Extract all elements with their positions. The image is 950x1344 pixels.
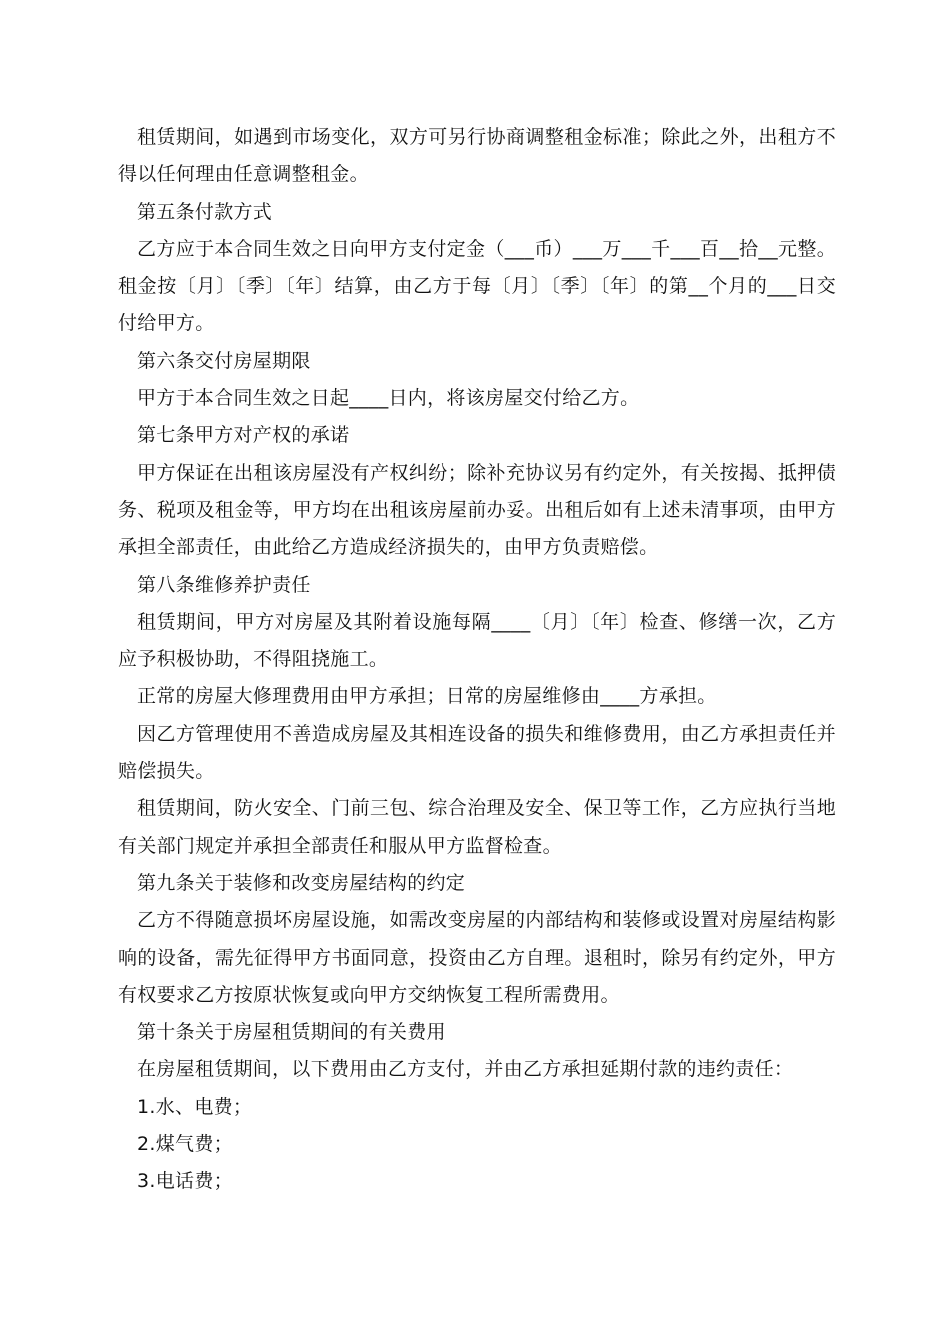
paragraph-payment: 乙方应于本合同生效之日向甲方支付定金（___币）___万___千___百__拾__元整。租金按〔月〕〔季〕〔年〕结算，由乙方于每〔月〕〔季〕〔年〕的第__个月的___日交付给甲方。 <box>118 237 836 335</box>
list-item-telephone: 3.电话费； <box>137 1170 233 1193</box>
paragraph-safety: 租赁期间，防火安全、门前三包、综合治理及安全、保卫等工作，乙方应执行当地有关部门规定并承担全部责任和服从甲方监督检查。 <box>118 797 836 857</box>
document-page <box>118 119 836 1201</box>
paragraph-major-repair: 正常的房屋大修理费用由甲方承担；日常的房屋维修由____方承担。 <box>137 685 717 708</box>
heading-article-7: 第七条甲方对产权的承诺 <box>137 424 350 447</box>
heading-article-10: 第十条关于房屋租赁期间的有关费用 <box>137 1021 446 1044</box>
list-item-water-electricity: 1.水、电费； <box>137 1095 253 1118</box>
paragraph-fees-intro: 在房屋租赁期间，以下费用由乙方支付，并由乙方承担延期付款的违约责任： <box>137 1058 794 1081</box>
heading-article-5: 第五条付款方式 <box>137 200 273 223</box>
paragraph-renovation: 乙方不得随意损坏房屋设施，如需改变房屋的内部结构和装修或设置对房屋结构影响的设备，需先征得甲方书面同意，投资由乙方自理。退租时，除另有约定外，甲方有权要求乙方按原状恢复或向甲方交纳恢复工程所需费用。 <box>118 909 836 1006</box>
paragraph-rent-adjustment: 租赁期间，如遇到市场变化，双方可另行协商调整租金标准；除此之外，出租方不得以任何理由任意调整租金。 <box>118 126 836 186</box>
list-item-gas: 2.煤气费； <box>137 1133 233 1156</box>
heading-article-9: 第九条关于装修和改变房屋结构的约定 <box>137 871 466 894</box>
paragraph-damage-liability: 因乙方管理使用不善造成房屋及其相连设备的损失和维修费用，由乙方承担责任并赔偿损失。 <box>118 722 836 783</box>
heading-article-8: 第八条维修养护责任 <box>137 573 311 596</box>
paragraph-delivery: 甲方于本合同生效之日起____日内，将该房屋交付给乙方。 <box>137 387 640 410</box>
heading-article-6: 第六条交付房屋期限 <box>137 349 311 372</box>
paragraph-property-rights: 甲方保证在出租该房屋没有产权纠纷；除补充协议另有约定外，有关按揭、抵押债务、税项及租金等，甲方均在出租该房屋前办妥。出租后如有上述未清事项，由甲方承担全部责任，由此给乙方造成经济损失的，由甲方负责赔偿。 <box>118 461 836 559</box>
paragraph-inspection: 租赁期间，甲方对房屋及其附着设施每隔____〔月〕〔年〕检查、修缮一次，乙方应予积极协助，不得阻挠施工。 <box>118 610 836 671</box>
